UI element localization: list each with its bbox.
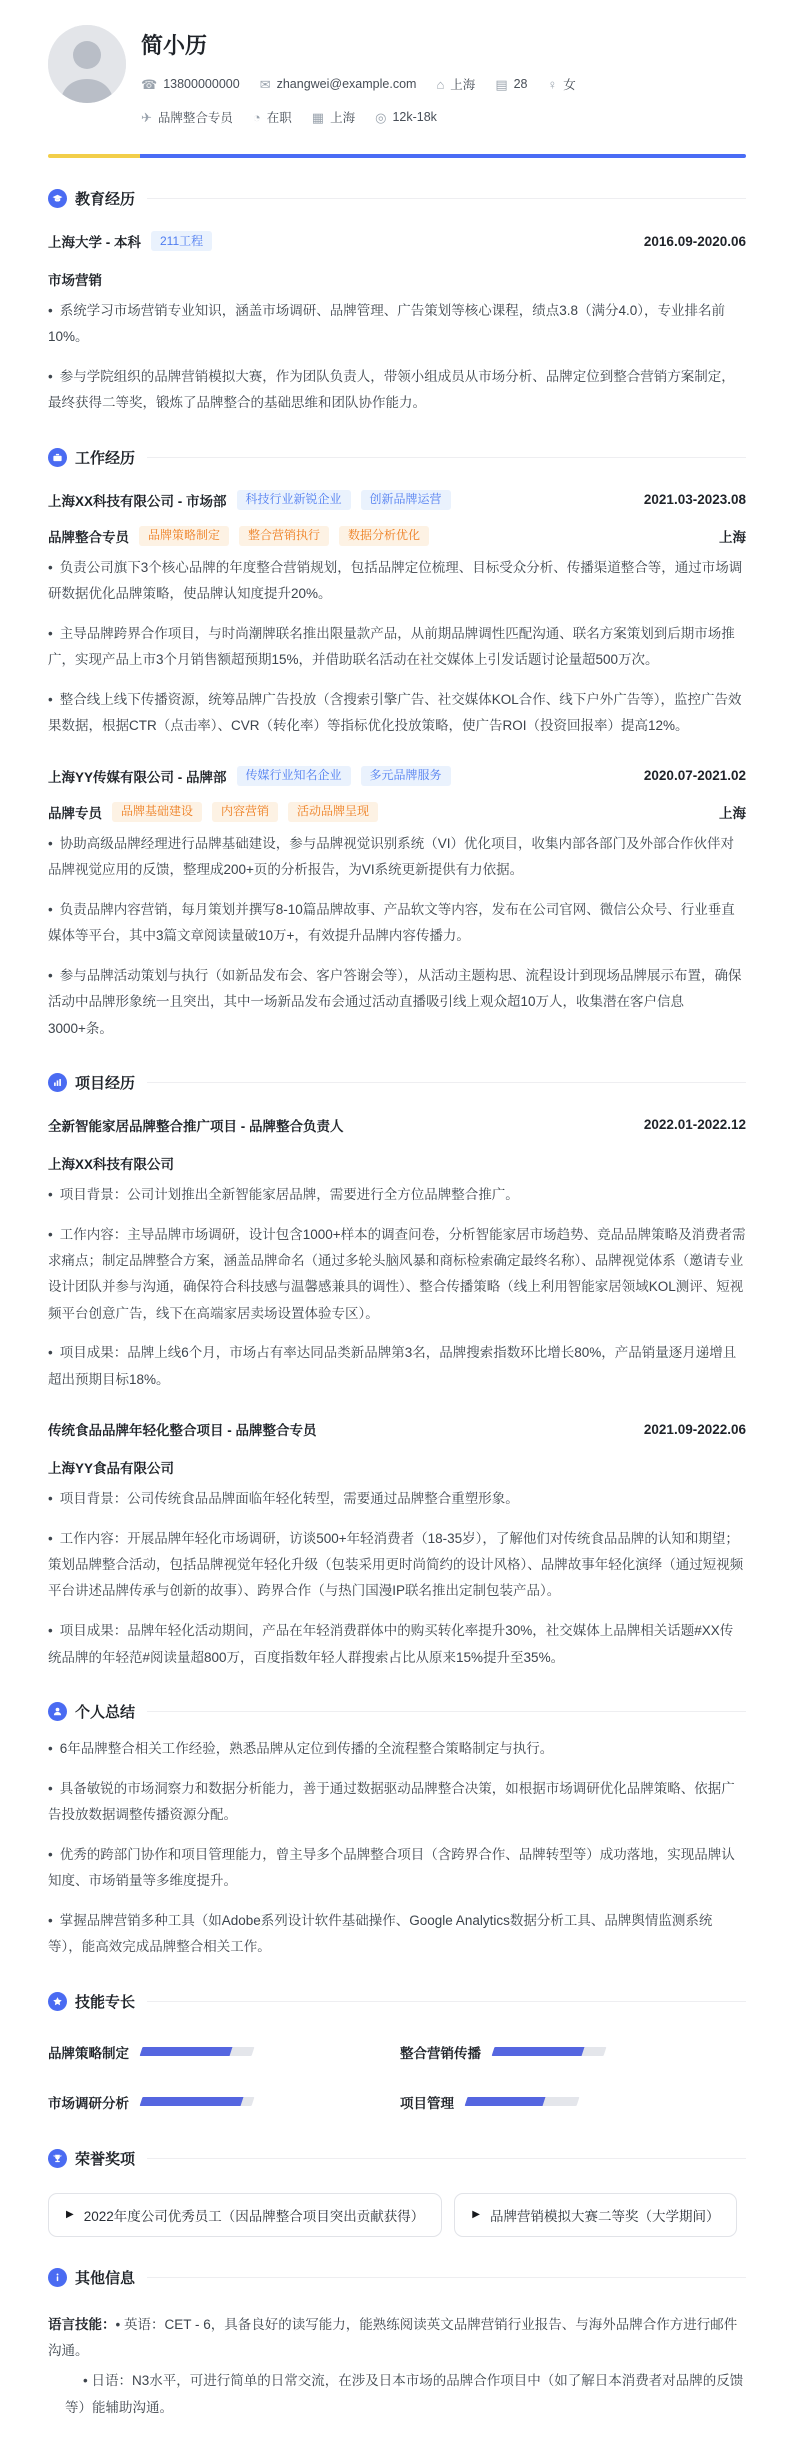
resume-header [48, 25, 746, 126]
position-tag: 数据分析优化 [339, 526, 429, 546]
section-skills [48, 1991, 746, 2112]
section-header [48, 1701, 746, 1722]
education-date: 2016.09-2020.06 [643, 233, 746, 249]
bullet-dot: • [48, 1186, 53, 1202]
section-rule [147, 1711, 746, 1712]
bullet-dot: • [48, 1226, 53, 1242]
skill-label: 市场调研分析 [48, 2095, 129, 2111]
work-entry [48, 490, 746, 740]
skill-item [48, 2092, 400, 2112]
header-info [141, 25, 576, 126]
skill-label: 整合营销传播 [400, 2045, 481, 2061]
work-date: 2020.07-2021.02 [643, 768, 746, 784]
project-company: 上海XX科技有限公司 [48, 1156, 175, 1172]
school-tag: 211工程 [151, 231, 212, 251]
position-title: 品牌整合专员 [48, 529, 129, 545]
briefcase-icon [48, 448, 67, 467]
section-work [48, 447, 746, 1042]
section-header [48, 1991, 746, 2012]
bullet-item: • 掌握品牌营销多种工具（如Adobe系列设计软件基础操作、Google Analytics数据分析工具、品牌舆情监测系统等），能高效完成品牌整合相关工作。 [48, 1912, 713, 1955]
bullet-item: • 优秀的跨部门协作和项目管理能力，曾主导多个品牌整合项目（含跨界合作、品牌转型等）成功落地，实现品牌认知度、市场销量等多维度提升。 [48, 1846, 735, 1889]
bullet-dot: • [83, 2373, 92, 2389]
section-title: 工作经历 [75, 449, 136, 467]
bullet-item: • 负责品牌内容营销，每月策划并撰写8-10篇品牌故事、产品软文等内容，发布在公司官网、微信公众号、行业垂直媒体等平台，其中3篇文章阅读量破10万+，有效提升品牌内容传播力。 [48, 901, 735, 944]
work-city-value: 上海 [330, 111, 356, 125]
salary-item [375, 110, 437, 124]
salary-icon: ◎ [375, 109, 387, 125]
education-bullets [48, 298, 746, 417]
bullet-dot: • [115, 2316, 124, 2332]
bullet-item: • 工作内容：开展品牌年轻化市场调研，访谈500+年轻消费者（18-35岁），了解他们对传统食品品牌的认知和期望；策划品牌整合活动，包括品牌视觉年轻化升级（包装采用更时尚简约的设计风格）、品牌故事年轻化演绎（通过短视频平台讲述品牌传承与创新的故事）、跨界合作（与热门国漫IP联名推出定制包装产品）。 [48, 1530, 744, 1599]
job-status-value: 在职 [266, 111, 292, 125]
section-education [48, 188, 746, 417]
bullet-dot: • [48, 1780, 53, 1796]
skills-grid [48, 2042, 746, 2112]
project-name: 传统食品品牌年轻化整合项目 - 品牌整合专员 [48, 1423, 317, 1438]
age-value: 28 [513, 77, 528, 91]
skill-bar-fill [140, 2097, 244, 2106]
bullet-item: • 具备敏锐的市场洞察力和数据分析能力，善于通过数据驱动品牌整合决策，如根据市场调研优化品牌策略、依据广告投放数据调整传播资源分配。 [48, 1780, 735, 1822]
gender-value: 女 [563, 78, 576, 92]
work-location: 上海 [719, 805, 746, 821]
location-icon: ⌂ [436, 76, 445, 92]
phone-item [141, 77, 240, 91]
avatar-placeholder-icon [48, 25, 126, 103]
bullet-item: • 系统学习市场营销专业知识，涵盖市场调研、品牌管理、广告策划等核心课程，绩点3.8（满分4.0），专业排名前10%。 [48, 303, 726, 345]
company-tag: 多元品牌服务 [361, 766, 451, 786]
bullet-dot: • [48, 1912, 53, 1928]
skill-bar [465, 2097, 580, 2106]
bullet-dot: • [48, 1740, 53, 1756]
section-honors [48, 2148, 746, 2237]
section-rule [147, 1082, 746, 1083]
bullet-dot: • [48, 1491, 53, 1506]
email-value: zhangwei@example.com [276, 77, 417, 91]
skill-bar [140, 2097, 255, 2106]
section-title: 教育经历 [75, 191, 136, 208]
work-position-row [48, 802, 746, 822]
skill-label: 项目管理 [400, 2095, 454, 2111]
bullet-item: • 项目成果：品牌年轻化活动期间，产品在年轻消费群体中的购买转化率提升30%，社交媒体上品牌相关话题#XX传统品牌的年轻范#阅读量超800万，百度指数年轻人群搜索占比从原来15%提升至35%。 [48, 1623, 734, 1665]
summary-bullets [48, 1736, 746, 1961]
project-date: 2022.01-2022.12 [643, 1117, 746, 1133]
bullet-dot: • [48, 303, 53, 318]
location-item [436, 75, 475, 93]
language-line-2: • 日语：N3水平，可进行简单的日常交流，在涉及日本市场的品牌合作项目中（如了解日本消费者对品牌的反馈等）能辅助沟通。 [65, 2373, 744, 2415]
education-icon [48, 189, 67, 208]
section-header [48, 2148, 746, 2169]
project-name: 全新智能家居品牌整合推广项目 - 品牌整合负责人 [48, 1118, 344, 1134]
section-title: 个人总结 [75, 1703, 136, 1721]
section-title: 其他信息 [75, 2269, 136, 2287]
bullet-dot: • [48, 559, 53, 575]
city-icon: ▦ [311, 109, 325, 125]
language-skills [48, 2312, 746, 2421]
bullet-dot: • [48, 901, 53, 917]
trophy-icon [48, 2149, 67, 2168]
work-city-item [312, 108, 355, 126]
position-tag: 活动品牌呈现 [288, 802, 378, 822]
position-tag: 品牌策略制定 [139, 526, 229, 546]
project-entry-header [48, 1115, 746, 1135]
work-date: 2021.03-2023.08 [643, 492, 746, 508]
person-icon [48, 1702, 67, 1721]
work-entry-header [48, 490, 746, 510]
bullet-dot: • [48, 1345, 53, 1361]
position-tag: 内容营销 [212, 802, 278, 822]
bullet-dot: • [48, 1846, 53, 1862]
bullet-item: • 整合线上线下传播资源，统筹品牌广告投放（含搜索引擎广告、社交媒体KOL合作、线下户外广告等），监控广告效果数据，根据CTR（点击率）、CVR（转化率）等指标优化投放策略，使广告ROI（投资回报率）提高12%。 [48, 692, 742, 734]
education-entry-header [48, 231, 746, 251]
section-rule [147, 457, 746, 458]
skill-bar [140, 2047, 255, 2056]
section-header [48, 1072, 746, 1093]
project-entry [48, 1115, 746, 1393]
education-entry [48, 231, 746, 417]
position-icon: ✈ [141, 109, 152, 125]
honor-card[interactable] [48, 2193, 442, 2237]
bullet-item: • 参与学院组织的品牌营销模拟大赛，作为团队负责人，带领小组成员从市场分析、品牌定位到整合营销方案制定，最终获得二等奖，锻炼了品牌整合的基础思维和团队协作能力。 [48, 369, 735, 411]
candidate-name: 简小历 [141, 33, 208, 58]
contact-row-2 [141, 108, 576, 126]
bullet-dot: • [48, 1623, 53, 1639]
honor-card[interactable] [454, 2193, 737, 2237]
phone-value: 13800000000 [163, 77, 240, 91]
bullet-dot: • [48, 835, 53, 851]
project-entry-header [48, 1419, 746, 1439]
language-line-1: 语言技能：• 英语：CET - 6，具备良好的读写能力，能熟练阅读英文品牌营销行业报告、与海外品牌合作方进行邮件沟通。 [48, 2316, 738, 2358]
work-location: 上海 [719, 529, 746, 545]
bullet-item: • 6年品牌整合相关工作经验，熟悉品牌从定位到传播的全流程整合策略制定与执行。 [48, 1740, 554, 1756]
section-summary [48, 1701, 746, 1961]
section-rule [147, 2158, 746, 2159]
triangle-icon: ▶ [66, 2209, 74, 2221]
skill-item [400, 2042, 746, 2062]
status-icon: ◔ [252, 109, 261, 125]
section-title: 项目经历 [75, 1074, 136, 1092]
skill-bar-fill [140, 2047, 233, 2056]
project-company: 上海YY食品有限公司 [48, 1461, 175, 1476]
bullet-item: • 工作内容：主导品牌市场调研，设计包含1000+样本的调查问卷，分析智能家居市场趋势、竞品品牌策略及消费者需求痛点；制定品牌整合方案，涵盖品牌命名（通过多轮头脑风暴和商标检索确定最终名称）、品牌视觉体系（邀请专业设计团队并参与沟通，确保符合科技感与温馨感兼具的调性）、整合传播策略（线上利用智能家居领域KOL测评、短视频平台创意广告，线下在高端家居卖场设置体验专区）。 [48, 1226, 746, 1321]
honor-text: 2022年度公司优秀员工（因品牌整合项目突出贡献获得） [83, 2208, 425, 2224]
avatar [48, 25, 126, 103]
company-tag: 创新品牌运营 [361, 490, 451, 510]
email-icon: ✉ [259, 76, 271, 92]
company-name: 上海XX科技有限公司 - 市场部 [48, 493, 227, 509]
divider-blue-segment [140, 154, 746, 158]
skill-bar-fill [465, 2097, 546, 2106]
work-entry [48, 766, 746, 1042]
email-item [260, 77, 417, 91]
age-icon: ▤ [495, 76, 508, 92]
company-name: 上海YY传媒有限公司 - 品牌部 [48, 769, 227, 785]
bullet-item: • 参与品牌活动策划与执行（如新品发布会、客户答谢会等），从活动主题构思、流程设计到现场品牌展示布置，确保活动中品牌形象统一且突出，其中一场新品发布会通过活动直播吸引线上观众超10万人，收集潜在客户信息3000+条。 [48, 967, 742, 1036]
section-projects [48, 1072, 746, 1671]
major-name: 市场营销 [48, 273, 102, 288]
skill-item [400, 2092, 746, 2112]
position-tag: 整合营销执行 [239, 526, 329, 546]
bullet-item: • 主导品牌跨界合作项目，与时尚潮牌联名推出限量款产品，从前期品牌调性匹配沟通、联名方案策划到后期市场推广，实现产品上市3个月销售额超预期15%，并借助联名活动在社交媒体上引发话题讨论量超500万次。 [48, 625, 735, 668]
skill-bar [492, 2047, 607, 2056]
section-title: 技能专长 [75, 1993, 136, 2011]
bar-chart-icon [48, 1073, 67, 1092]
salary-value: 12k-18k [392, 110, 437, 124]
gender-item [548, 75, 576, 93]
work-bullets [48, 555, 746, 740]
honors-list [48, 2193, 746, 2237]
section-title: 荣誉奖项 [75, 2150, 136, 2168]
bullet-dot: • [48, 692, 53, 707]
accent-divider [48, 154, 746, 158]
work-entry-header [48, 766, 746, 786]
bullet-item: • 协助高级品牌经理进行品牌基础建设，参与品牌视觉识别系统（VI）优化项目，收集内部各部门及外部合作伙伴对品牌视觉应用的反馈，整理成200+页的分析报告，为VI系统更新提供有力依据。 [48, 835, 734, 877]
job-status-item [253, 108, 292, 126]
bullet-dot: • [48, 967, 53, 983]
divider-yellow-segment [48, 154, 140, 158]
skill-item [48, 2042, 400, 2062]
triangle-icon: ▶ [472, 2209, 480, 2221]
bullet-dot: • [48, 1530, 53, 1546]
work-bullets [48, 831, 746, 1042]
age-item [495, 77, 527, 91]
bullet-item: • 负责公司旗下3个核心品牌的年度整合营销规划，包括品牌定位梳理、目标受众分析、传播渠道整合等，通过市场调研数据优化品牌策略，使品牌认知度提升20%。 [48, 559, 743, 602]
company-tag: 科技行业新锐企业 [237, 490, 351, 510]
bullet-item: • 项目背景：公司计划推出全新智能家居品牌，需要进行全方位品牌整合推广。 [48, 1186, 519, 1202]
section-header [48, 2267, 746, 2288]
bullet-item: • 项目成果：品牌上线6个月，市场占有率达同品类新品牌第3名，品牌搜索指数环比增长80%，产品销量逐月递增且超出预期目标18%。 [48, 1345, 737, 1387]
project-date: 2021.09-2022.06 [643, 1421, 746, 1437]
section-rule [147, 2277, 746, 2278]
section-rule [147, 198, 746, 199]
target-position-value: 品牌整合专员 [157, 111, 233, 125]
section-header [48, 188, 746, 209]
section-rule [147, 2001, 746, 2002]
bullet-dot: • [48, 369, 53, 385]
gender-icon: ♀ [547, 76, 558, 92]
location-value: 上海 [450, 78, 476, 92]
skill-label: 品牌策略制定 [48, 2045, 129, 2061]
work-position-row [48, 526, 746, 546]
position-title: 品牌专员 [48, 805, 102, 821]
contact-row-1 [141, 75, 576, 93]
phone-icon: ☎ [141, 76, 158, 92]
language-label: 语言技能： [48, 2316, 116, 2332]
school-name: 上海大学 - 本科 [48, 235, 141, 250]
project-entry [48, 1419, 746, 1671]
company-tag: 传媒行业知名企业 [237, 766, 351, 786]
section-other [48, 2267, 746, 2421]
info-icon [48, 2268, 67, 2287]
section-header [48, 447, 746, 468]
bullet-dot: • [48, 625, 53, 641]
project-bullets [48, 1182, 746, 1393]
honor-text: 品牌营销模拟大赛二等奖（大学期间） [489, 2208, 720, 2224]
position-tag: 品牌基础建设 [112, 802, 202, 822]
bullet-item: • 项目背景：公司传统食品品牌面临年轻化转型，需要通过品牌整合重塑形象。 [48, 1491, 519, 1506]
project-bullets [48, 1486, 746, 1671]
target-position-item [141, 108, 233, 126]
skill-bar-fill [492, 2047, 585, 2056]
star-icon [48, 1992, 67, 2011]
